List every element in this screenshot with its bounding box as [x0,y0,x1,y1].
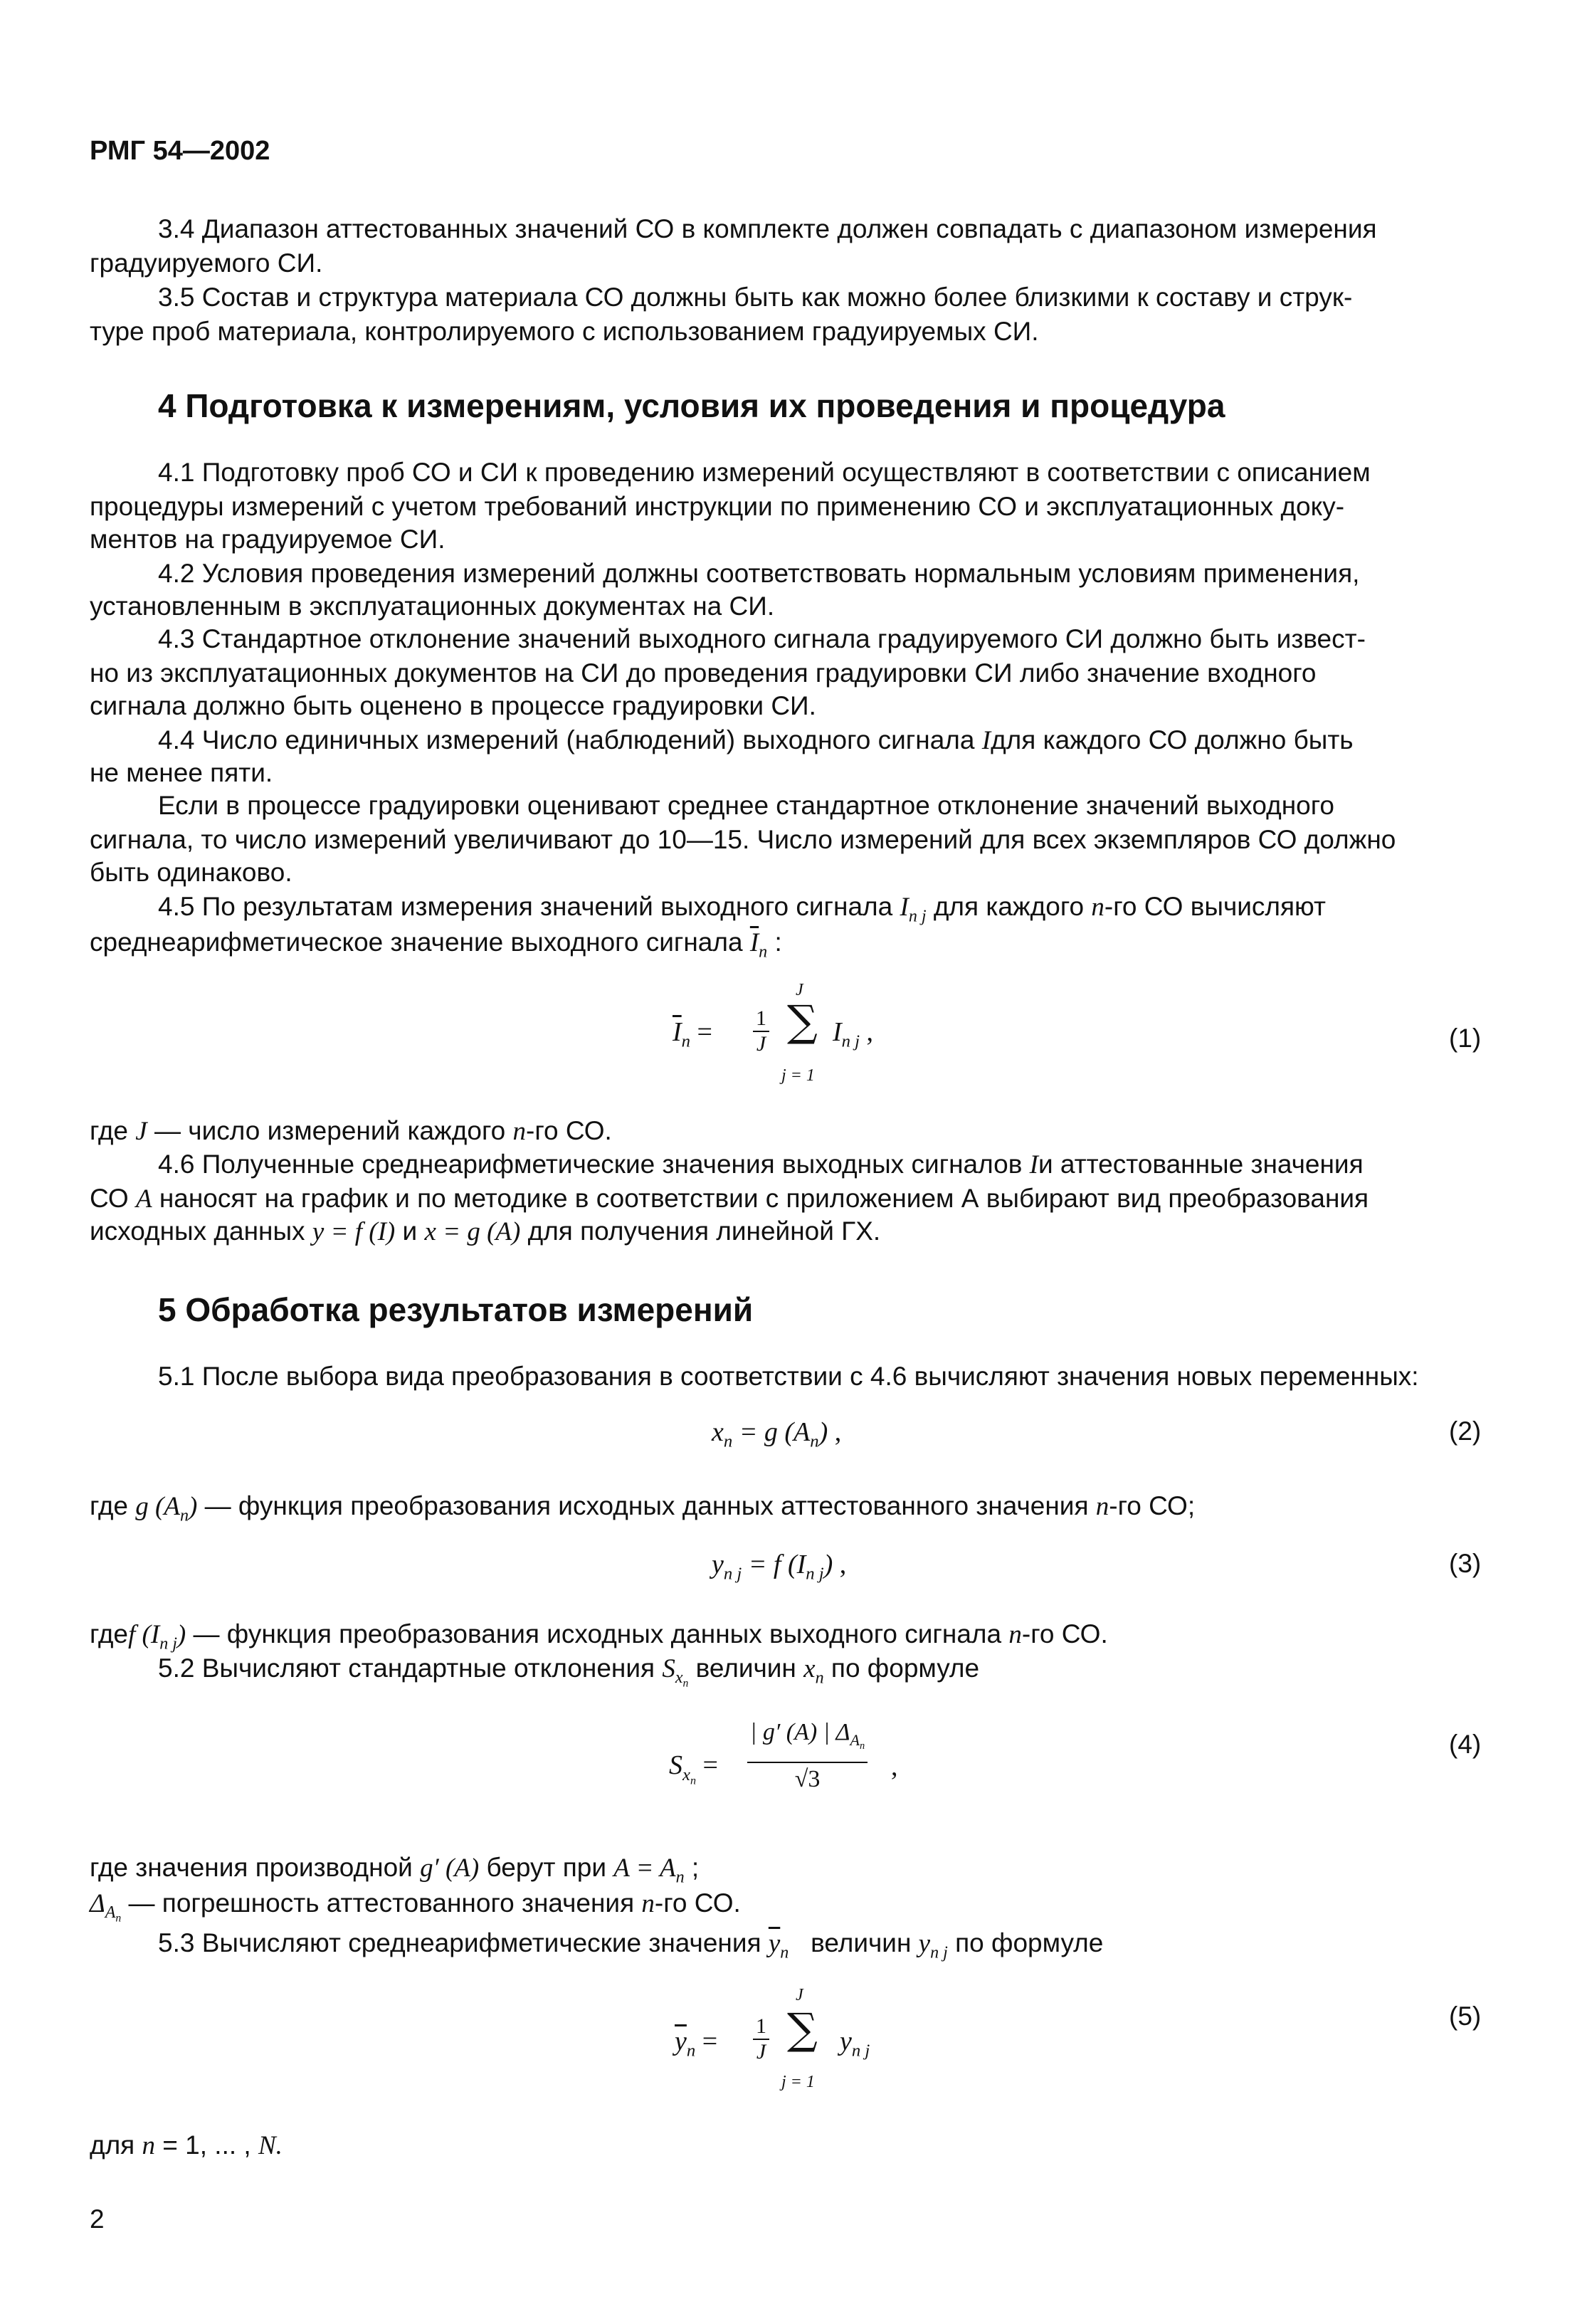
equation-5-number: (5) [1449,2002,1482,2031]
where-J: где J — число измерений каждого n-го СО. [90,1116,612,1146]
para-4-6-line2: СО A наносят на график и по методике в соответствии с приложением А выбирают вид преобразования [90,1184,1369,1214]
page-number: 2 [90,2204,105,2234]
equation-2: $x_n = g$ $(A_n)$ , [712,1417,842,1451]
para-5-2: 5.2 Вычисляют стандартные отклонения $S_{x_n}$ величин $x_n$ по формуле [158,1653,980,1690]
para-4-5-line2: среднеарифметическое значение выходного сигнала $\overline{I}_n$ : [90,927,782,962]
para-3-4-line2: градуируемого СИ. [90,248,323,278]
para-4-1-line2: процедуры измерений с учетом требований инструкции по применению СО и эксплуатационных доку- [90,492,1345,521]
para-4-5-line1: 4.5 По результатам измерения значений выходного сигнала $I_{n j}$ для каждого n-го СО вычисляют [158,892,1326,926]
where-g: где g $(A_n)$ — функция преобразования исходных данных аттестованного значения n-го СО; [90,1491,1196,1525]
para-4-4b-line3: быть одинаково. [90,858,292,887]
para-4-6-line1: 4.6 Полученные среднеарифметические значения выходных сигналов Iи аттестованные значения [158,1150,1364,1179]
para-4-3-line3: сигнала должно быть оценено в процессе градуировки СИ. [90,691,816,720]
para-4-2-line1: 4.2 Условия проведения измерений должны соответствовать нормальным условиям применения, [158,559,1360,588]
para-4-4-line2: не менее пяти. [90,758,273,787]
equation-1-number: (1) [1449,1024,1482,1053]
where-derivative: где значения производной g′ (A) берут при $A = A_n$ ; [90,1853,700,1887]
para-3-5-line1: 3.5 Состав и структура материала СО должны быть как можно более близкими к составу и струк- [158,283,1353,312]
para-5-1: 5.1 После выбора вида преобразования в соответствии с 4.6 вычисляют значения новых переменных: [158,1362,1419,1391]
para-4-4-line1: 4.4 Число единичных измерений (наблюдений) выходного сигнала Iдля каждого СО должно быть [158,725,1354,755]
where-delta: $\Delta_{A_n}$ — погрешность аттестованного значения n-го СО. [90,1888,741,1925]
para-4-1-line3: ментов на градуируемое СИ. [90,525,445,554]
section-5-heading: 5 Обработка результатов измерений [158,1291,754,1328]
section-4-heading: 4 Подготовка к измерениям, условия их проведения и процедура [158,387,1225,424]
range-n: для n = 1, ... , N. [90,2130,283,2160]
para-3-5-line2: туре проб материала, контролируемого с использованием градуируемых СИ. [90,317,1039,346]
para-4-6-line3: исходных данных y = f (I) и x = g (A) для получения линейной ГХ. [90,1216,881,1246]
para-4-3-line1: 4.3 Стандартное отклонение значений выходного сигнала градуируемого СИ должно быть извест- [158,624,1366,653]
where-f: гдеf $(I_{n j})$ — функция преобразования исходных данных выходного сигнала n-го СО. [90,1619,1108,1653]
para-4-4b-line1: Если в процессе градуировки оценивают среднее стандартное отклонение значений выходного [158,791,1334,820]
document-code: РМГ 54—2002 [90,136,270,166]
equation-4-number: (4) [1449,1730,1482,1759]
equation-3-number: (3) [1449,1549,1482,1578]
para-4-4b-line2: сигнала, то число измерений увеличивают до 10—15. Число измерений для всех экземпляров СО должно [90,825,1396,854]
para-4-1-line1: 4.1 Подготовку проб СО и СИ к проведению измерений осуществляют в соответствии с описанием [158,458,1371,487]
equation-3: $y_{n j} = f$ $(I_{n j})$ , [712,1550,847,1584]
para-3-4-line1: 3.4 Диапазон аттестованных значений СО в комплекте должен совпадать с диапазоном измерения [158,214,1377,243]
equation-2-number: (2) [1449,1416,1482,1446]
para-4-3-line2: но из эксплуатационных документов на СИ до проведения градуировки СИ либо значение входного [90,658,1317,688]
para-4-2-line2: установленным в эксплуатационных документах на СИ. [90,591,775,621]
para-5-3: 5.3 Вычисляют среднеарифметические значения $\overline{y}_n$ величин $y_{n j}$ по формуле [158,1928,1104,1962]
